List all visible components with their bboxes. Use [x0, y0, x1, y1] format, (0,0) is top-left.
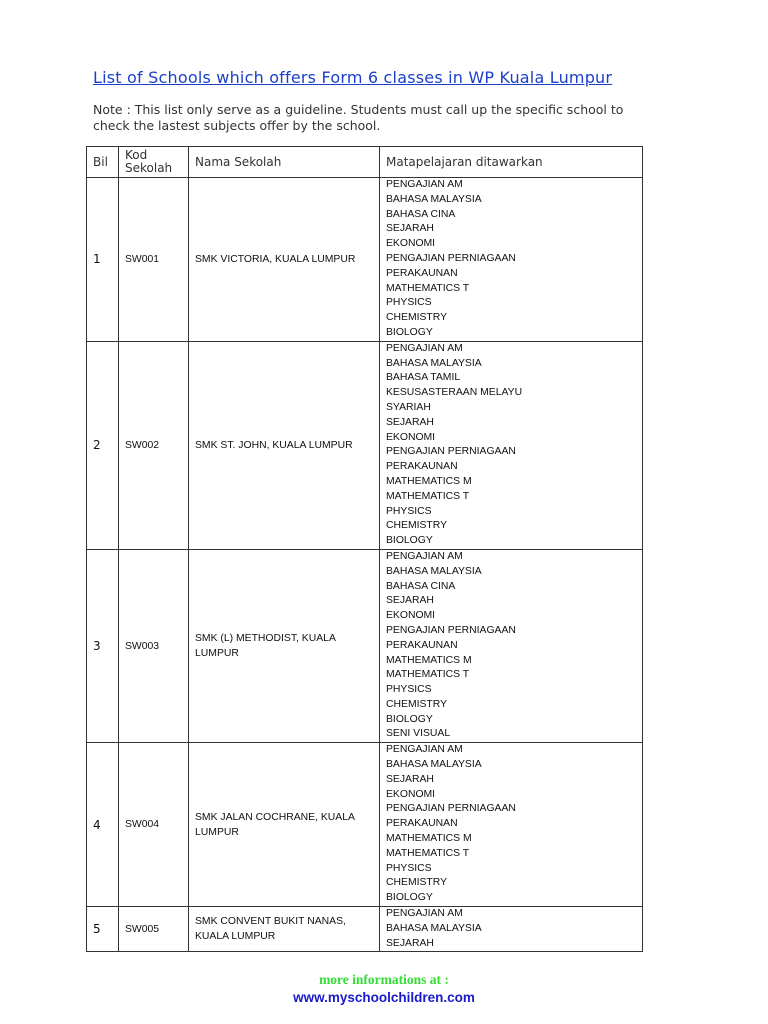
cell-nama-sekolah: SMK CONVENT BUKIT NANAS, KUALA LUMPUR: [189, 907, 380, 952]
subject-item: BAHASA TAMIL: [386, 372, 461, 384]
cell-bil: 5: [87, 907, 119, 952]
guideline-note: Note : This list only serve as a guideline. Students must call up the specific school to check the lastest subjects offer by the school.: [93, 102, 624, 133]
table-header-row: [87, 147, 643, 178]
subject-item: CHEMISTRY: [386, 520, 448, 532]
subject-item: EKONOMI: [386, 788, 436, 800]
subject-item: SYARIAH: [386, 401, 431, 413]
table-row: [87, 743, 643, 907]
table-row: [87, 549, 643, 742]
subject-item: CHEMISTRY: [386, 312, 448, 324]
subject-item: BIOLOGY: [386, 535, 433, 547]
cell-bil: 2: [87, 341, 119, 549]
subject-item: PENGAJIAN PERNIAGAAN: [386, 446, 516, 458]
subject-item: SEJARAH: [386, 595, 434, 607]
subject-item: MATHEMATICS T: [386, 490, 470, 502]
header-bil: Bil: [87, 147, 119, 178]
subject-item: CHEMISTRY: [386, 877, 448, 889]
subject-item: BIOLOGY: [386, 326, 433, 338]
subject-item: MATHEMATICS T: [386, 847, 470, 859]
subject-item: SEJARAH: [386, 416, 434, 428]
subject-item: SEJARAH: [386, 773, 434, 785]
subject-item: PHYSICS: [386, 862, 432, 874]
cell-bil: 4: [87, 743, 119, 907]
subject-item: PENGAJIAN PERNIAGAAN: [386, 252, 516, 264]
subject-item: BAHASA MALAYSIA: [386, 565, 482, 577]
cell-nama-sekolah: SMK VICTORIA, KUALA LUMPUR: [189, 178, 380, 342]
subject-item: EKONOMI: [386, 238, 436, 250]
subject-item: PENGAJIAN AM: [386, 342, 463, 354]
subject-item: PERAKAUNAN: [386, 461, 458, 473]
subject-item: SEJARAH: [386, 223, 434, 235]
subject-item: MATHEMATICS T: [386, 282, 470, 294]
table-body: [87, 178, 643, 952]
cell-kod-sekolah: SW004: [119, 743, 189, 907]
cell-matapelajaran: [380, 549, 643, 742]
subject-item: PERAKAUNAN: [386, 267, 458, 279]
table-row: [87, 178, 643, 342]
subject-item: BAHASA MALAYSIA: [386, 759, 482, 771]
subject-item: PENGAJIAN AM: [386, 179, 463, 190]
subject-item: MATHEMATICS M: [386, 654, 472, 666]
subject-item: PENGAJIAN AM: [386, 744, 463, 756]
subject-item: PENGAJIAN PERNIAGAAN: [386, 803, 516, 815]
subject-item: PHYSICS: [386, 297, 432, 309]
subject-item: PHYSICS: [386, 505, 432, 517]
subject-item: BIOLOGY: [386, 713, 433, 725]
header-nama-sekolah: Nama Sekolah: [189, 147, 380, 178]
cell-matapelajaran: [380, 341, 643, 549]
subject-item: BAHASA CINA: [386, 580, 456, 592]
cell-matapelajaran: [380, 907, 643, 952]
header-kod-sekolah: Kod Sekolah: [119, 147, 189, 178]
subject-item: MATHEMATICS M: [386, 833, 472, 845]
cell-kod-sekolah: SW005: [119, 907, 189, 952]
subject-item: PERAKAUNAN: [386, 639, 458, 651]
subject-item: BAHASA MALAYSIA: [386, 922, 482, 934]
subject-item: BAHASA CINA: [386, 208, 456, 220]
subject-item: EKONOMI: [386, 610, 436, 622]
subject-item: KESUSASTERAAN MELAYU: [386, 387, 523, 399]
cell-kod-sekolah: SW003: [119, 549, 189, 742]
subject-item: MATHEMATICS T: [386, 669, 470, 681]
cell-matapelajaran: [380, 743, 643, 907]
cell-kod-sekolah: SW002: [119, 341, 189, 549]
cell-bil: 1: [87, 178, 119, 342]
subject-item: PERAKAUNAN: [386, 818, 458, 830]
cell-bil: 3: [87, 549, 119, 742]
cell-kod-sekolah: SW001: [119, 178, 189, 342]
cell-nama-sekolah: SMK (L) METHODIST, KUALA LUMPUR: [189, 549, 380, 742]
subject-item: EKONOMI: [386, 431, 436, 443]
cell-nama-sekolah: SMK JALAN COCHRANE, KUALA LUMPUR: [189, 743, 380, 907]
table-row: [87, 341, 643, 549]
table-row: [87, 907, 643, 952]
page-title: List of Schools which offers Form 6 classes in WP Kuala Lumpur: [93, 68, 613, 87]
footer-website-link[interactable]: www.myschoolchildren.com: [293, 990, 475, 1005]
subject-item: MATHEMATICS M: [386, 475, 472, 487]
subject-item: PHYSICS: [386, 684, 432, 696]
subject-item: SENI VISUAL: [386, 728, 451, 740]
subject-item: BAHASA MALAYSIA: [386, 193, 482, 205]
cell-nama-sekolah: SMK ST. JOHN, KUALA LUMPUR: [189, 341, 380, 549]
subject-item: BIOLOGY: [386, 892, 433, 904]
subject-item: BAHASA MALAYSIA: [386, 357, 482, 369]
subject-item: PENGAJIAN PERNIAGAAN: [386, 624, 516, 636]
cell-matapelajaran: [380, 178, 643, 342]
subject-item: PENGAJIAN AM: [386, 908, 463, 920]
subject-item: CHEMISTRY: [386, 698, 448, 710]
footer-info-label: more informations at :: [319, 972, 449, 987]
subject-item: PENGAJIAN AM: [386, 550, 463, 562]
schools-table: [86, 146, 643, 952]
subject-item: SEJARAH: [386, 937, 434, 949]
header-matapelajaran: Matapelajaran ditawarkan: [380, 147, 643, 178]
